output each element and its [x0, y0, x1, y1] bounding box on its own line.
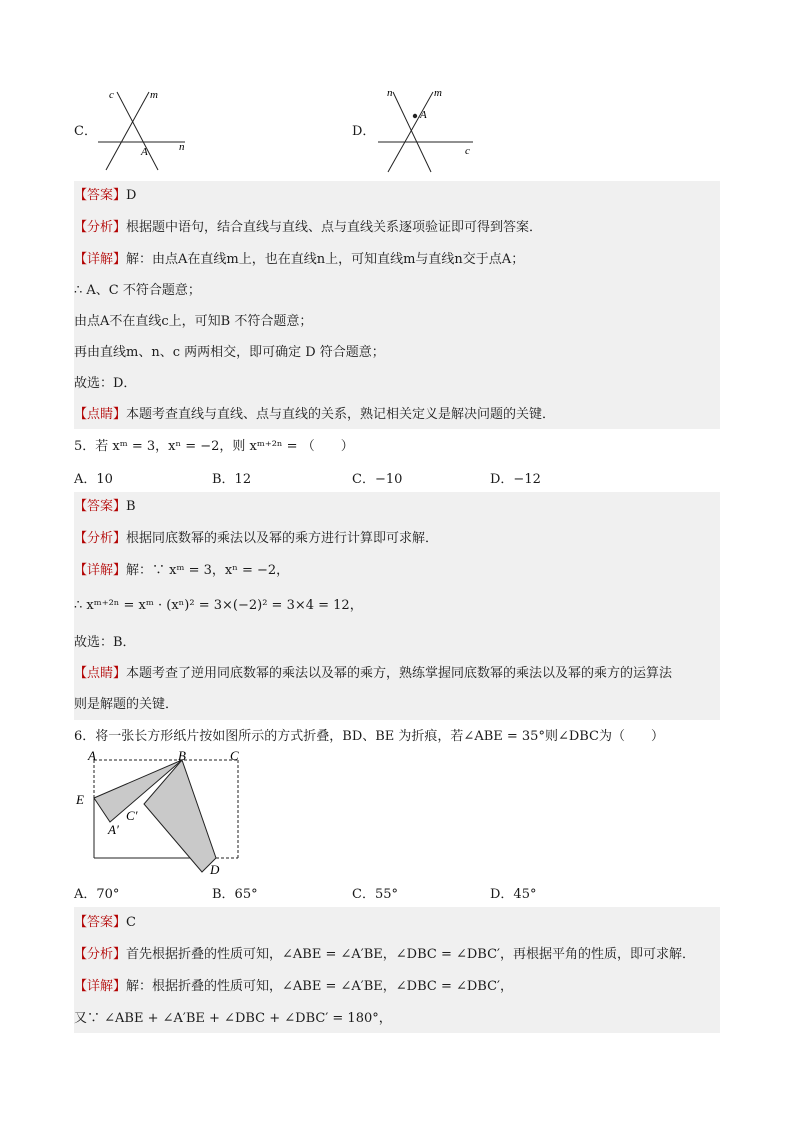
- fig-d-label-a: A: [420, 109, 427, 121]
- fig-c-label-m: m: [150, 89, 158, 101]
- q4-remark-tag: 【点睛】: [74, 407, 127, 422]
- q5-remark-line1: 本题考查了逆用同底数幂的乘法以及幂的乘方，熟练掌握同底数幂的乘法以及幂的乘方的运算法: [126, 666, 673, 681]
- q6-stem: 6．将一张长方形纸片按如图所示的方式折叠，BD、BE 为折痕，若∠ABE = 35°则∠DBC为（ ）: [74, 729, 665, 744]
- q4-analysis-tag: 【分析】: [74, 220, 127, 235]
- q6-analysis-text: 首先根据折叠的性质可知，∠ABE = ∠A′BE，∠DBC = ∠DBC′，再根据平角的性质，即可求解．: [126, 947, 695, 962]
- q5-analysis-text: 根据同底数幂的乘法以及幂的乘方进行计算即可求解．: [126, 531, 439, 546]
- q6-label-a: A: [88, 748, 96, 763]
- q4-detail-tag: 【详解】: [74, 252, 127, 267]
- q5-answer-value: B: [126, 499, 136, 514]
- q4-analysis: [74, 218, 720, 238]
- q4-detail-3: 由点A不在直线c上，可知B 不符合题意；: [74, 314, 313, 329]
- fig-d-label-m: m: [434, 87, 442, 99]
- q4-answer: [74, 186, 720, 206]
- q5-remark-tag: 【点睛】: [74, 666, 127, 681]
- q6-answer: [74, 913, 720, 933]
- fig-c-label-a: A: [141, 146, 148, 158]
- q6-detail-tag: 【详解】: [74, 979, 127, 994]
- q4-option-d-label: D．: [352, 124, 376, 139]
- q6-option-a: A．70°: [74, 887, 120, 902]
- q5-analysis: [74, 529, 720, 549]
- q6-detail-1: [74, 977, 720, 997]
- q6-label-b: B: [178, 748, 186, 763]
- q5-analysis-tag: 【分析】: [74, 531, 127, 546]
- q4-detail-5: 故选：D．: [74, 376, 137, 391]
- q5-option-c: C．−10: [352, 472, 403, 487]
- q4-option-c-label: C．: [74, 124, 97, 139]
- fig-d-label-c: c: [465, 145, 470, 157]
- q5-detail-3: 故选：B．: [74, 635, 136, 650]
- q6-label-c-prime: C′: [126, 808, 138, 823]
- q5-remark-2: 则是解题的关键．: [74, 697, 179, 712]
- q6-detail-2: 又∵ ∠ABE + ∠A′BE + ∠DBC + ∠DBC′ = 180°，: [74, 1011, 392, 1026]
- q4-analysis-text: 根据题中语句，结合直线与直线、点与直线关系逐项验证即可得到答案．: [126, 220, 543, 235]
- q6-option-c: C．55°: [352, 887, 398, 902]
- q4-option-c: [74, 120, 97, 139]
- q6-label-c: C: [230, 748, 239, 763]
- q4-answer-tag: 【答案】: [74, 188, 127, 203]
- q5-remark: [74, 664, 720, 684]
- q6-answer-tag: 【答案】: [74, 915, 127, 930]
- q4-answer-value: D: [126, 188, 137, 203]
- q5-answer: [74, 497, 720, 517]
- q4-remark-text: 本题考查直线与直线、点与直线的关系，熟记相关定义是解决问题的关键．: [126, 407, 556, 422]
- q4-figure-d: [375, 84, 480, 174]
- q6-figure: [74, 748, 254, 878]
- q6-label-d: D: [210, 862, 220, 877]
- q6-label-a-prime: A′: [108, 822, 119, 837]
- q4-detail-2: ∴ A、C 不符合题意；: [74, 283, 201, 298]
- q6-analysis: [74, 945, 720, 965]
- q6-analysis-tag: 【分析】: [74, 947, 127, 962]
- q5-detail-line1: 解：∵ xᵐ = 3，xⁿ = −2，: [126, 563, 290, 578]
- q5-detail-1: [74, 561, 720, 581]
- q6-detail-line1: 解：根据折叠的性质可知，∠ABE = ∠A′BE，∠DBC = ∠DBC′，: [126, 979, 513, 994]
- fig-d-label-n: n: [387, 87, 393, 99]
- q5-option-b: B．12: [212, 472, 252, 487]
- q6-label-e: E: [76, 792, 84, 807]
- q4-figure-c: [95, 84, 195, 174]
- q6-answer-value: C: [126, 915, 136, 930]
- q5-detail-2: ∴ xᵐ⁺²ⁿ = xᵐ · (xⁿ)² = 3×(−2)² = 3×4 = 12，: [74, 598, 363, 613]
- q6-option-b: B．65°: [212, 887, 258, 902]
- q4-option-d: [352, 120, 375, 139]
- q5-detail-tag: 【详解】: [74, 563, 127, 578]
- q5-stem: 5．若 xᵐ = 3，xⁿ = −2，则 xᵐ⁺²ⁿ = （ ）: [74, 439, 354, 454]
- fig-c-label-c: c: [109, 89, 114, 101]
- q5-option-d: D．−12: [490, 472, 541, 487]
- q4-detail-line1: 解：由点A在直线m上，也在直线n上，可知直线m与直线n交于点A；: [126, 252, 525, 267]
- fig-c-label-n: n: [179, 141, 185, 153]
- q4-remark: [74, 405, 720, 425]
- q6-option-d: D．45°: [490, 887, 537, 902]
- q4-detail-4: 再由直线m、n、c 两两相交，即可确定 D 符合题意；: [74, 345, 385, 360]
- q4-detail-1: [74, 250, 720, 270]
- q5-option-a: A．10: [74, 472, 113, 487]
- q5-answer-tag: 【答案】: [74, 499, 127, 514]
